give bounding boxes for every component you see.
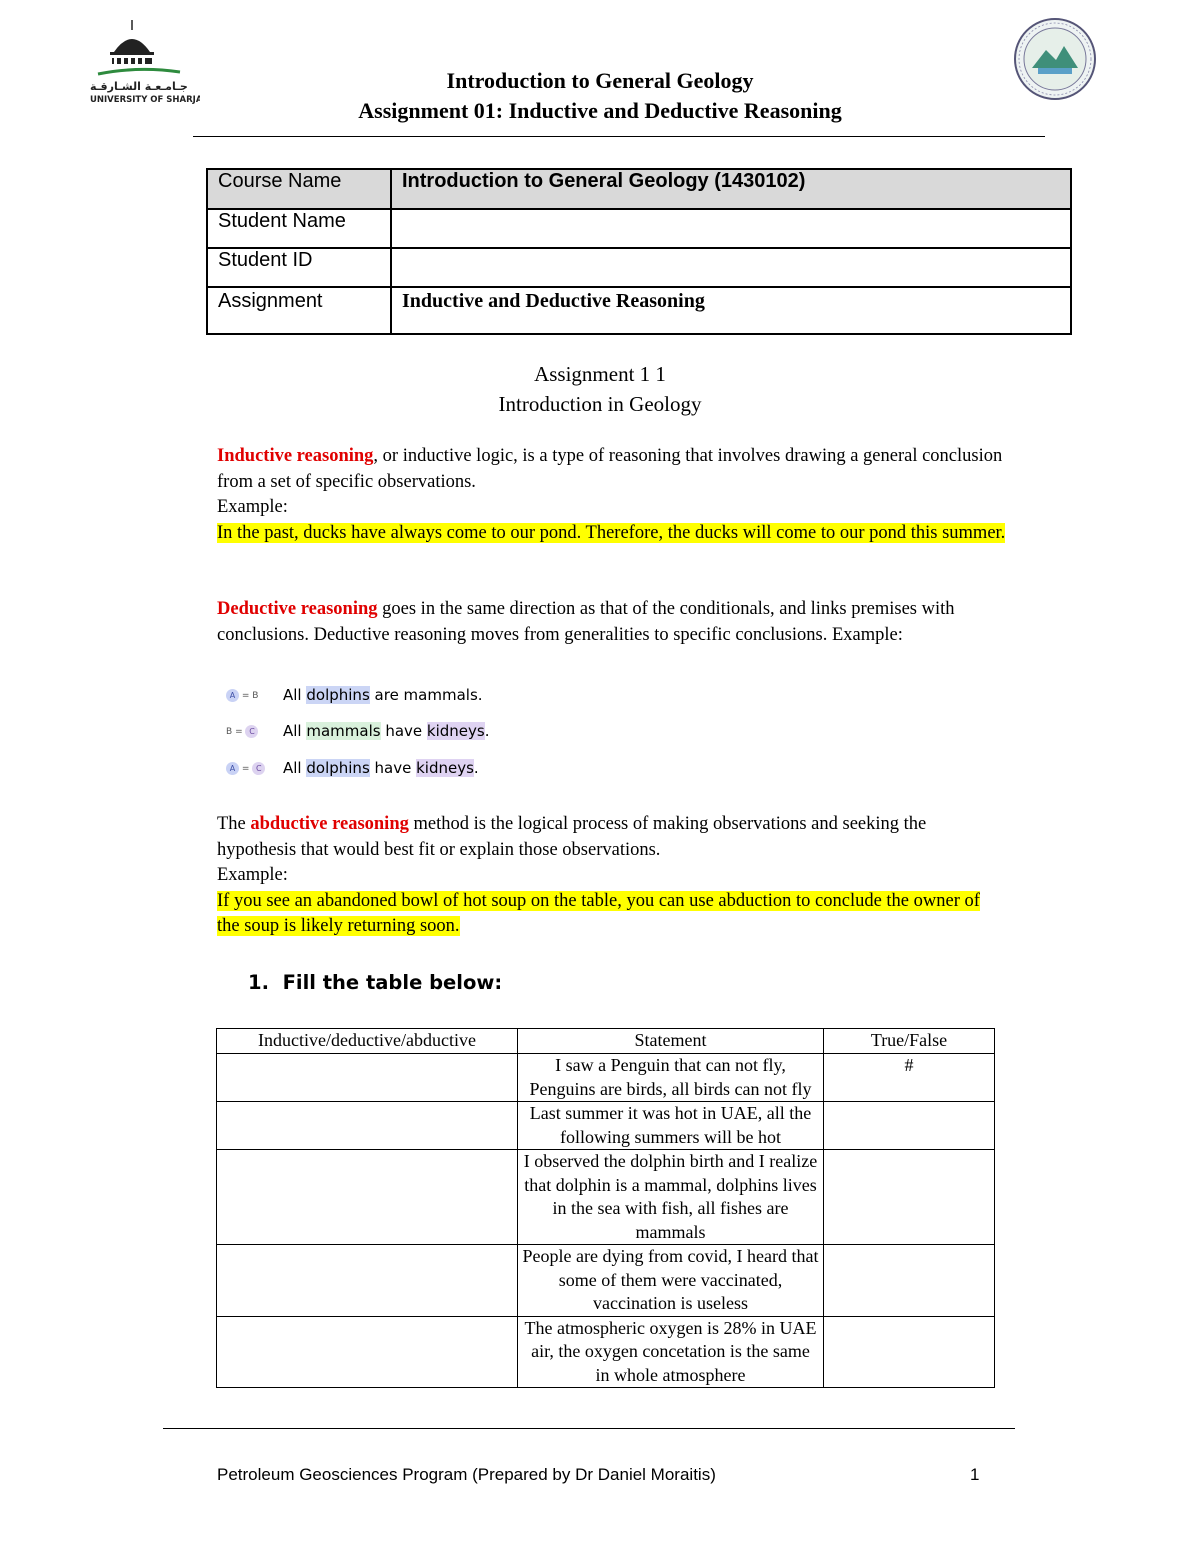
table-row bbox=[217, 1102, 995, 1150]
step-a-icon: A bbox=[226, 689, 239, 702]
question-number: 1. bbox=[248, 971, 269, 994]
inductive-paragraph bbox=[217, 444, 1007, 546]
deductive-step: A = B All dolphins are mammals. bbox=[218, 684, 508, 710]
type-cell[interactable] bbox=[217, 1102, 518, 1150]
student-id-field[interactable] bbox=[391, 248, 1071, 287]
assignment-label: Assignment bbox=[207, 287, 391, 334]
table-row bbox=[217, 1150, 995, 1245]
type-cell[interactable] bbox=[217, 1054, 518, 1102]
statement-cell: The atmospheric oxygen is 28% in UAE air, the oxygen concetation is the same in whole atmosphere bbox=[518, 1316, 824, 1388]
course-name-label: Course Name bbox=[207, 169, 391, 209]
step-b-icon: B bbox=[252, 691, 259, 701]
step-c-icon: C bbox=[252, 762, 265, 775]
table-row bbox=[217, 1054, 995, 1102]
step-a-icon: A bbox=[226, 762, 239, 775]
student-name-field[interactable] bbox=[391, 209, 1071, 248]
statement-cell: People are dying from covid, I heard that some of them were vaccinated, vaccination is useless bbox=[518, 1245, 824, 1317]
page-number: 1 bbox=[970, 1465, 980, 1484]
footer-text: Petroleum Geosciences Program (Prepared by Dr Daniel Moraitis) bbox=[217, 1465, 716, 1484]
column-header-statement: Statement bbox=[518, 1029, 824, 1054]
document-subtitle: Assignment 01: Inductive and Deductive Reasoning bbox=[358, 98, 842, 123]
deductive-text: goes in the same direction as that of the conditionals, and links premises with conclusions. Deductive reasoning moves from generalities to specific conclusions. Example: bbox=[217, 599, 955, 645]
table-row bbox=[207, 248, 1071, 287]
step-b-icon: B bbox=[226, 727, 233, 737]
abductive-example-label: Example: bbox=[217, 865, 288, 885]
abductive-text: method is the logical process of making observations and seeking the hypothesis that would best fit or explain those observations. bbox=[217, 814, 927, 860]
document-title: Introduction to General Geology bbox=[446, 68, 754, 93]
inductive-text: , or inductive logic, is a type of reasoning that involves drawing a general conclusion from a set of specific observations. bbox=[217, 446, 1003, 492]
abductive-term: abductive reasoning bbox=[250, 814, 409, 834]
true-false-cell[interactable] bbox=[824, 1245, 995, 1317]
statement-cell: Last summer it was hot in UAE, all the following summers will be hot bbox=[518, 1102, 824, 1150]
student-name-label: Student Name bbox=[207, 209, 391, 248]
table-row bbox=[207, 209, 1071, 248]
svg-text:UNIVERSITY OF SHARJAH: UNIVERSITY OF SHARJAH bbox=[90, 95, 200, 105]
svg-text:جـامـعـة الشـارقـة: جـامـعـة الشـارقـة bbox=[90, 80, 188, 93]
question-text: Fill the table below: bbox=[282, 971, 503, 994]
table-header-row bbox=[217, 1029, 995, 1054]
assignment-value: Inductive and Deductive Reasoning bbox=[391, 287, 1071, 334]
question-heading bbox=[248, 971, 502, 994]
header-divider bbox=[193, 136, 1045, 137]
column-header-true-false: True/False bbox=[824, 1029, 995, 1054]
student-id-label: Student ID bbox=[207, 248, 391, 287]
abductive-example: If you see an abandoned bowl of hot soup on the table, you can use abduction to conclude the owner of the soup is likely returning soon. bbox=[217, 890, 980, 936]
course-info-table bbox=[206, 168, 1072, 335]
true-false-cell[interactable] bbox=[824, 1150, 995, 1245]
footer-divider bbox=[163, 1428, 1015, 1429]
true-false-cell[interactable]: # bbox=[824, 1054, 995, 1102]
university-logo bbox=[88, 18, 200, 110]
step-c-icon: C bbox=[245, 725, 258, 738]
type-cell[interactable] bbox=[217, 1316, 518, 1388]
statement-cell: I observed the dolphin birth and I realize that dolphin is a mammal, dolphins lives in the sea with fish, all fishes are mammals bbox=[518, 1150, 824, 1245]
table-row bbox=[217, 1316, 995, 1388]
abductive-paragraph: The abductive reasoning method is the logical process of making observations and seeking the hypothesis that would best fit or explain those observations. Example: If you see an abandoned bowl of hot soup on the table, you can use abduction to conclude the owner of the soup is likely returning soon. bbox=[217, 814, 980, 936]
inductive-example: In the past, ducks have always come to our pond. Therefore, the ducks will come to our pond this summer. bbox=[217, 522, 1006, 543]
table-row bbox=[207, 287, 1071, 334]
column-header-type: Inductive/deductive/abductive bbox=[217, 1029, 518, 1054]
section-heading: Assignment 1 1 bbox=[534, 362, 666, 386]
type-cell[interactable] bbox=[217, 1245, 518, 1317]
table-row bbox=[217, 1245, 995, 1317]
deductive-paragraph bbox=[217, 597, 1007, 648]
inductive-example-label: Example: bbox=[217, 497, 288, 517]
section-subheading: Introduction in Geology bbox=[498, 392, 702, 416]
reasoning-table bbox=[216, 1028, 995, 1388]
deductive-step: B = C All mammals have kidneys. bbox=[226, 722, 490, 740]
deductive-step: A = C All dolphins have kidneys. bbox=[218, 757, 508, 783]
deductive-term: Deductive reasoning bbox=[217, 599, 378, 619]
table-row bbox=[207, 169, 1071, 209]
course-name-value: Introduction to General Geology (1430102) bbox=[391, 169, 1071, 209]
deductive-example-figure bbox=[218, 679, 508, 785]
true-false-cell[interactable] bbox=[824, 1102, 995, 1150]
type-cell[interactable] bbox=[217, 1150, 518, 1245]
inductive-term: Inductive reasoning bbox=[217, 446, 374, 466]
statement-cell: I saw a Penguin that can not fly, Penguins are birds, all birds can not fly bbox=[518, 1054, 824, 1102]
true-false-cell[interactable] bbox=[824, 1316, 995, 1388]
